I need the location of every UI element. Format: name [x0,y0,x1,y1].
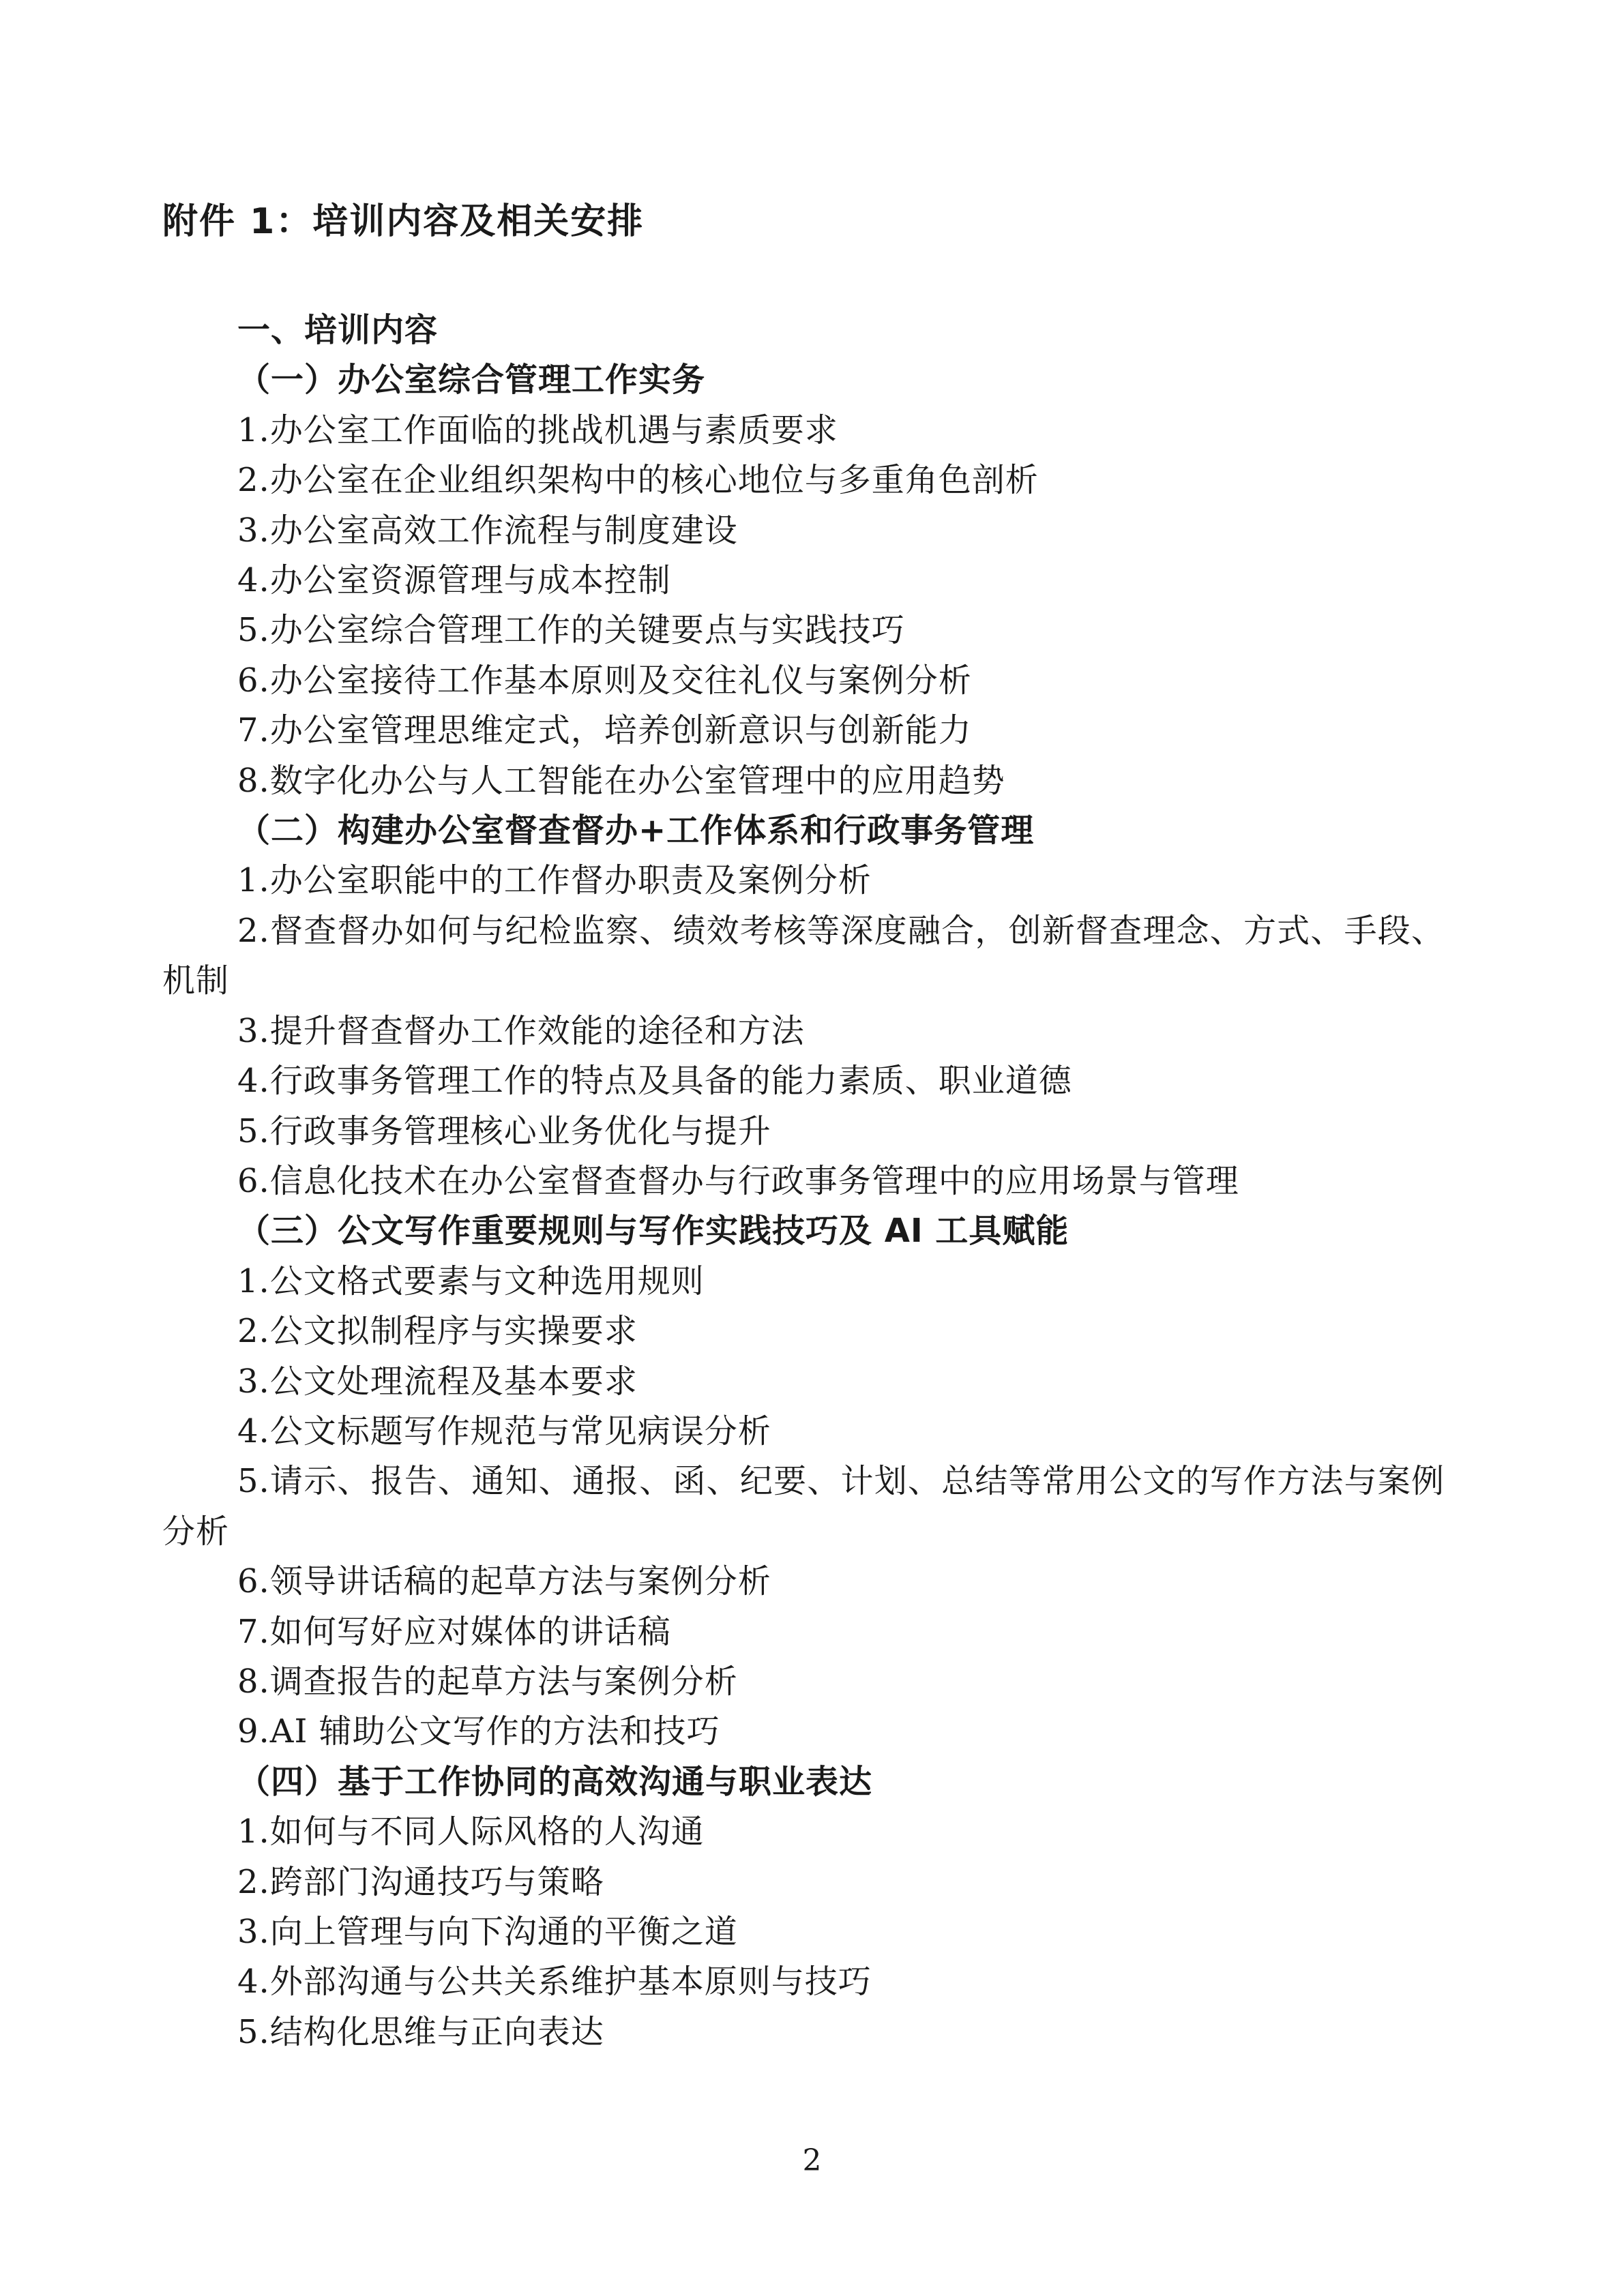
page-number: 2 [802,2143,822,2178]
list-item: 1.办公室工作面临的挑战机遇与素质要求 [237,411,838,449]
list-item: 3.向上管理与向下沟通的平衡之道 [237,1913,738,1951]
list-item: 9.AI 辅助公文写作的方法和技巧 [237,1712,720,1751]
list-item: 5.办公室综合管理工作的关键要点与实践技巧 [237,611,905,650]
section-heading-training-content: 一、培训内容 [237,311,439,349]
list-item: 2.跨部门沟通技巧与策略 [237,1862,604,1901]
list-item: 6.领导讲话稿的起草方法与案例分析 [237,1562,771,1601]
document-title: 附件 1：培训内容及相关安排 [162,201,645,242]
document-body [162,305,1451,2057]
list-item: 2.督查督办如何与纪检监察、绩效考核等深度融合，创新督查理念、方式、手段、机制 [162,911,1445,1000]
list-item: 3.提升督查督办工作效能的途径和方法 [237,1011,805,1050]
subsection-heading-official-writing: （三）公文写作重要规则与写作实践技巧及 AI 工具赋能 [237,1212,1069,1251]
list-item: 1.如何与不同人际风格的人沟通 [237,1813,705,1851]
list-item: 5.结构化思维与正向表达 [237,2012,604,2051]
list-item: 8.数字化办公与人工智能在办公室管理中的应用趋势 [237,761,1005,800]
list-item: 5.请示、报告、通知、通报、函、纪要、计划、总结等常用公文的写作方法与案例分析 [162,1462,1445,1551]
list-item: 1.办公室职能中的工作督办职责及案例分析 [237,861,872,900]
list-item: 2.公文拟制程序与实操要求 [237,1312,638,1351]
list-item: 7.如何写好应对媒体的讲话稿 [237,1612,671,1651]
list-item: 3.公文处理流程及基本要求 [237,1362,638,1401]
list-item: 6.信息化技术在办公室督查督办与行政事务管理中的应用场景与管理 [237,1161,1239,1200]
list-item: 7.办公室管理思维定式，培养创新意识与创新能力 [237,711,972,750]
list-item: 6.办公室接待工作基本原则及交往礼仪与案例分析 [237,661,972,700]
subsection-heading-office-management: （一）办公室综合管理工作实务 [237,361,706,400]
list-item: 1.公文格式要素与文种选用规则 [237,1262,705,1300]
list-item: 4.办公室资源管理与成本控制 [237,561,671,600]
list-item: 8.调查报告的起草方法与案例分析 [237,1662,738,1701]
list-item: 4.行政事务管理工作的特点及具备的能力素质、职业道德 [237,1062,1072,1101]
subsection-heading-communication: （四）基于工作协同的高效沟通与职业表达 [237,1762,873,1801]
list-item: 2.办公室在企业组织架构中的核心地位与多重角色剖析 [237,461,1039,500]
list-item: 3.办公室高效工作流程与制度建设 [237,511,738,550]
subsection-heading-supervision: （二）构建办公室督查督办+工作体系和行政事务管理 [237,811,1035,850]
list-item: 4.公文标题写作规范与常见病误分析 [237,1412,771,1450]
list-item: 4.外部沟通与公共关系维护基本原则与技巧 [237,1963,872,2001]
list-item: 5.行政事务管理核心业务优化与提升 [237,1112,771,1150]
